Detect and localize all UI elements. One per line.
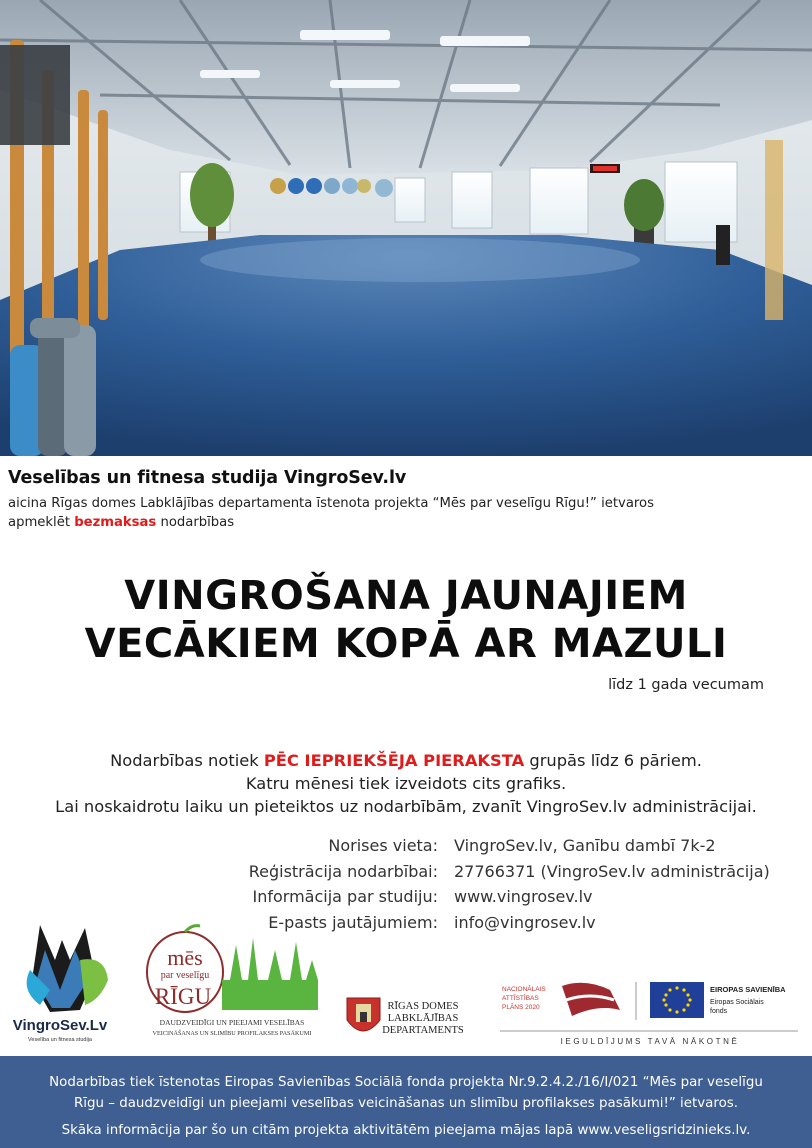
footer [0, 1056, 812, 1148]
email-link[interactable]: info@vingrosev.lv [454, 912, 596, 932]
intro-line2-after: nodarbības [156, 515, 235, 530]
eu-flag-logo [650, 982, 786, 1018]
nap-line3: PLĀNS 2020 [502, 1004, 540, 1011]
description-line3: Lai noskaidrotu laiku un pieteiktos uz nodarbībām, zvanīt VingroSev.lv administrācijai. [55, 797, 757, 816]
info-row-website [0, 884, 812, 910]
intro-text [8, 494, 808, 532]
description [0, 749, 812, 818]
info-label: Reģistrācija nodarbībai: [248, 861, 438, 881]
vingrosev-name: VingroSev.Lv [12, 1017, 108, 1034]
info-value: 27766371 (VingroSev.lv administrācija) [454, 861, 770, 881]
footer-line2: Rīgu – daudzveidīgi un pieejami veselības veicināšanas un slimību profilakses pasākumi!” ietvaros. [73, 1096, 739, 1111]
mes-par-veseligu-rigu-logo [147, 926, 318, 1037]
info-value: VingroSev.lv, Ganību dambī 7k-2 [454, 836, 716, 855]
mes-word: mēs [167, 945, 203, 970]
info-row-location [0, 833, 812, 859]
invest-slogan: IEGULDĪJUMS TAVĀ NĀKOTNĒ [560, 1037, 740, 1046]
info-label: E-pasts jautājumiem: [268, 912, 438, 932]
nap-line2: ATTĪSTĪBAS [502, 995, 539, 1002]
studio-name: Veselības un fitnesa studija VingroSev.lv [8, 468, 407, 488]
intro-line1: aicina Rīgas domes Labklājības departamenta īstenota projekta “Mēs par veselīgu Rīgu!” ietvaros [8, 496, 654, 511]
hero-photo [0, 0, 812, 456]
description-line1 [0, 749, 812, 772]
vingrosev-logo [13, 925, 108, 1043]
mes-rigu: RĪGU [154, 984, 212, 1009]
riga-welfare-department-logo [347, 998, 464, 1036]
riga-line2: LABKLĀJĪBAS [387, 1013, 459, 1024]
nap-line1: NACIONĀLAIS [502, 986, 546, 993]
description-line2: Katru mēnesi tiek izveidots cits grafiks. [245, 774, 567, 793]
nap-2020-logo [502, 982, 636, 1020]
mes-caption2: VEICINĀŠANAS UN SLIMĪBU PROFILAKSES PASĀKUMI [152, 1030, 312, 1037]
preregistration-highlight: PĒC IEPRIEKŠĒJA PIERAKSTA [263, 751, 525, 770]
main-title-line1: VINGROŠANA JAUNAJIEM [124, 573, 688, 619]
description-line1-before: Nodarbības notiek [110, 751, 264, 770]
vingrosev-tagline: Veselība un fitnesa studija [28, 1037, 92, 1043]
info-label: Informācija par studiju: [252, 887, 438, 906]
footer-line3: Skāka informācija par šo un citām projekta aktivitātēm pieejama mājas lapā www.veseligsridzinieks.lv. [61, 1123, 751, 1138]
info-label: Norises vieta: [328, 836, 438, 855]
website-link[interactable]: www.vingrosev.lv [454, 887, 593, 906]
description-line1-after: grupās līdz 6 pāriem. [524, 751, 702, 770]
intro-block [8, 468, 808, 532]
free-highlight: bezmaksas [74, 515, 157, 530]
eu-line2: Eiropas Sociālais [710, 999, 764, 1006]
mes-par: par veselīgu [160, 970, 210, 981]
mes-caption1: DAUDZVEIDĪGI UN PIEEJAMI VESELĪBAS [159, 1018, 305, 1027]
footer-line1: Nodarbības tiek īstenotas Eiropas Savienības Sociālā fonda projekta Nr.9.2.4.2./16/I/021 “Mēs par veselīgu [49, 1075, 763, 1090]
main-title-line2: VECĀKIEM KOPĀ AR MAZULI [84, 621, 728, 667]
info-row-registration [0, 859, 812, 885]
intro-line2-before: apmeklēt [8, 515, 75, 530]
riga-line1: RĪGAS DOMES [387, 1001, 459, 1012]
main-subtitle: līdz 1 gada vecumam [608, 677, 764, 693]
logos-row [0, 920, 812, 1050]
eu-line3: fonds [710, 1008, 728, 1015]
riga-line3: DEPARTAMENTS [382, 1025, 464, 1036]
main-title [0, 572, 812, 668]
eu-line1: EIROPAS SAVIENĪBA [710, 985, 786, 994]
